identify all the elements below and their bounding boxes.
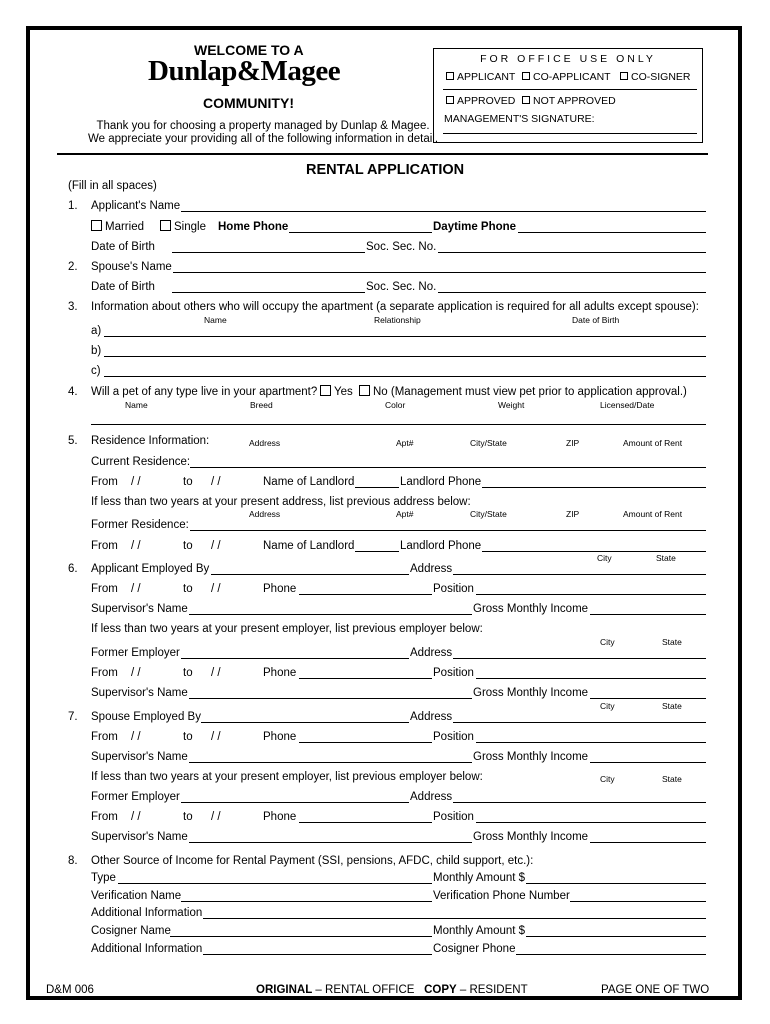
landlord-phone-field[interactable] bbox=[482, 487, 706, 488]
residence-info-label: Residence Information: bbox=[91, 435, 210, 447]
income-field[interactable] bbox=[590, 614, 706, 615]
former-employer-field[interactable] bbox=[181, 658, 409, 659]
spouse-supervisor-field[interactable] bbox=[189, 762, 472, 763]
thanks-line-2: We appreciate your providing all of the following information in detail. bbox=[87, 133, 439, 145]
office-co-signer: CO-SIGNER bbox=[620, 71, 691, 83]
spouse-former-phone-field[interactable] bbox=[299, 822, 432, 823]
header-rule bbox=[57, 153, 708, 155]
position-label: Position bbox=[433, 731, 474, 743]
city-header: City bbox=[597, 553, 612, 563]
spouse-former-income-field[interactable] bbox=[590, 842, 706, 843]
former-employer-phone-field[interactable] bbox=[299, 678, 432, 679]
former-landlord-name-field[interactable] bbox=[355, 551, 399, 552]
phone-label: Phone bbox=[263, 731, 297, 743]
to-label: to bbox=[183, 583, 193, 595]
spouses-name-label: Spouse's Name bbox=[91, 261, 172, 273]
from-date[interactable]: / / bbox=[131, 583, 141, 595]
additional-info-label: Additional Information bbox=[91, 907, 203, 919]
address-label: Address bbox=[410, 711, 453, 723]
from-date[interactable]: / / bbox=[131, 811, 141, 823]
home-phone-label: Home Phone bbox=[218, 221, 289, 233]
office-co-applicant: CO-APPLICANT bbox=[522, 71, 611, 83]
income-label: Gross Monthly Income bbox=[473, 603, 589, 615]
spouse-employer-address-field[interactable] bbox=[453, 722, 706, 723]
to-date[interactable]: / / bbox=[211, 476, 221, 488]
spouses-name-field[interactable] bbox=[173, 272, 706, 273]
city-header: City bbox=[600, 774, 615, 784]
from-label: From bbox=[91, 540, 118, 552]
previous-employer-note: If less than two years at your present employer, list previous employer below: bbox=[91, 623, 483, 635]
column-header: Address bbox=[249, 509, 281, 519]
single-checkbox[interactable] bbox=[160, 220, 171, 231]
current-residence-label: Current Residence: bbox=[91, 456, 191, 468]
column-header: Apt# bbox=[396, 438, 414, 448]
previous-address-note: If less than two years at your present address, list previous address below: bbox=[91, 496, 471, 508]
landlord-name-label: Name of Landlord bbox=[263, 476, 355, 488]
office-approved: APPROVED bbox=[446, 95, 515, 107]
to-label: to bbox=[183, 540, 193, 552]
income-label: Gross Monthly Income bbox=[473, 831, 589, 843]
monthly-amount-label: Monthly Amount $ bbox=[433, 925, 526, 937]
to-date[interactable]: / / bbox=[211, 540, 221, 552]
to-date[interactable]: / / bbox=[211, 583, 221, 595]
community-text: COMMUNITY! bbox=[203, 95, 294, 111]
form-code: D&M 006 bbox=[46, 984, 94, 996]
from-label: From bbox=[91, 731, 118, 743]
cosigner-phone-label: Cosigner Phone bbox=[433, 943, 516, 955]
occupant-c-field[interactable] bbox=[104, 376, 706, 377]
cosigner-additional-info-field[interactable] bbox=[203, 954, 432, 955]
current-residence-field[interactable] bbox=[190, 467, 706, 468]
others-info-label: Information about others who will occupy the apartment (a separate application is required for all adults except spouse): bbox=[91, 301, 699, 313]
state-header: State bbox=[662, 774, 682, 784]
landlord-name-label: Name of Landlord bbox=[263, 540, 355, 552]
column-header: Color bbox=[385, 400, 406, 410]
from-date[interactable]: / / bbox=[131, 476, 141, 488]
to-label: to bbox=[183, 811, 193, 823]
dob-field[interactable] bbox=[172, 252, 365, 253]
section-number: 8. bbox=[68, 855, 78, 867]
income-type-field[interactable] bbox=[118, 883, 432, 884]
occupant-row-label: c) bbox=[91, 365, 101, 377]
office-signature-line[interactable] bbox=[443, 133, 697, 134]
verification-phone-label: Verification Phone Number bbox=[433, 890, 570, 902]
column-header: Name bbox=[125, 400, 148, 410]
spouse-ssn-field[interactable] bbox=[438, 292, 706, 293]
form-title: RENTAL APPLICATION bbox=[306, 162, 465, 178]
office-divider bbox=[443, 89, 697, 90]
to-label: to bbox=[183, 731, 193, 743]
from-label: From bbox=[91, 583, 118, 595]
address-label: Address bbox=[410, 791, 453, 803]
additional-info-field[interactable] bbox=[203, 918, 706, 919]
daytime-phone-label: Daytime Phone bbox=[433, 221, 517, 233]
spouse-former-address-field[interactable] bbox=[453, 802, 706, 803]
home-phone-field[interactable] bbox=[289, 232, 432, 233]
pet-details-field[interactable] bbox=[91, 424, 706, 425]
column-header: Licensed/Date bbox=[600, 400, 655, 410]
page-number: PAGE ONE OF TWO bbox=[601, 984, 710, 996]
office-signature-label: MANAGEMENT'S SIGNATURE: bbox=[444, 113, 595, 125]
position-label: Position bbox=[433, 811, 474, 823]
ssn-field[interactable] bbox=[438, 252, 706, 253]
column-header: Name bbox=[204, 315, 227, 325]
section-number: 6. bbox=[68, 563, 78, 575]
cosigner-phone-field[interactable] bbox=[516, 954, 706, 955]
former-position-field[interactable] bbox=[476, 678, 706, 679]
from-date[interactable]: / / bbox=[131, 667, 141, 679]
former-landlord-phone-field[interactable] bbox=[482, 551, 706, 552]
ssn-label: Soc. Sec. No. bbox=[366, 241, 437, 253]
approved-checkbox[interactable] bbox=[446, 96, 454, 104]
position-label: Position bbox=[433, 583, 474, 595]
section-number: 4. bbox=[68, 386, 78, 398]
footer-distribution: ORIGINAL – RENTAL OFFICE COPY – RESIDENT bbox=[256, 984, 528, 996]
address-label: Address bbox=[410, 647, 453, 659]
column-header: Weight bbox=[498, 400, 525, 410]
spouse-employer-phone-field[interactable] bbox=[299, 742, 432, 743]
position-field[interactable] bbox=[476, 594, 706, 595]
supervisor-field[interactable] bbox=[189, 614, 472, 615]
monthly-amount-field[interactable] bbox=[526, 883, 706, 884]
column-header: Apt# bbox=[396, 509, 414, 519]
column-header: Breed bbox=[250, 400, 273, 410]
previous-employer-note: If less than two years at your present employer, list previous employer below: bbox=[91, 771, 483, 783]
from-date[interactable]: / / bbox=[131, 731, 141, 743]
column-header: Date of Birth bbox=[572, 315, 620, 325]
cosigner-name-label: Cosigner Name bbox=[91, 925, 171, 937]
to-date[interactable]: / / bbox=[211, 811, 221, 823]
brand-logo: Dunlap&Magee bbox=[148, 55, 341, 87]
verification-name-field[interactable] bbox=[181, 901, 432, 902]
occupant-row-label: b) bbox=[91, 345, 102, 357]
spouse-dob-label: Date of Birth bbox=[91, 281, 155, 293]
income-label: Gross Monthly Income bbox=[473, 687, 589, 699]
single-option: Single bbox=[160, 220, 206, 233]
to-label: to bbox=[183, 476, 193, 488]
spouse-position-field[interactable] bbox=[476, 742, 706, 743]
co-applicant-checkbox[interactable] bbox=[522, 72, 530, 80]
thanks-line-1: Thank you for choosing a property managed by Dunlap & Magee. bbox=[96, 120, 430, 132]
phone-label: Phone bbox=[263, 583, 297, 595]
not-approved-checkbox[interactable] bbox=[522, 96, 530, 104]
other-income-label: Other Source of Income for Rental Payment (SSI, pensions, AFDC, child support, etc.): bbox=[91, 855, 534, 867]
from-label: From bbox=[91, 811, 118, 823]
occupant-a-field[interactable] bbox=[104, 336, 706, 337]
supervisor-label: Supervisor's Name bbox=[91, 687, 188, 699]
section-number: 5. bbox=[68, 435, 78, 447]
to-date[interactable]: / / bbox=[211, 667, 221, 679]
column-header: ZIP bbox=[566, 438, 580, 448]
applicant-employer-field[interactable] bbox=[211, 574, 409, 575]
landlord-phone-label: Landlord Phone bbox=[400, 476, 482, 488]
spouse-employer-label: Spouse Employed By bbox=[91, 711, 201, 723]
verification-phone-field[interactable] bbox=[570, 901, 706, 902]
supervisor-label: Supervisor's Name bbox=[91, 831, 188, 843]
additional-info-label: Additional Information bbox=[91, 943, 203, 955]
section-number: 2. bbox=[68, 261, 78, 273]
from-date[interactable]: / / bbox=[131, 540, 141, 552]
landlord-name-field[interactable] bbox=[355, 487, 399, 488]
employer-address-field[interactable] bbox=[453, 574, 706, 575]
position-label: Position bbox=[433, 667, 474, 679]
office-not-approved: NOT APPROVED bbox=[522, 95, 616, 107]
from-label: From bbox=[91, 667, 118, 679]
married-checkbox[interactable] bbox=[91, 220, 102, 231]
applicants-name-field[interactable] bbox=[181, 211, 706, 212]
column-header: Amount of Rent bbox=[623, 438, 683, 448]
spouse-former-position-field[interactable] bbox=[476, 822, 706, 823]
section-number: 3. bbox=[68, 301, 78, 313]
spouse-income-field[interactable] bbox=[590, 762, 706, 763]
column-header: Address bbox=[249, 438, 281, 448]
state-header: State bbox=[662, 701, 682, 711]
former-residence-label: Former Residence: bbox=[91, 519, 189, 531]
state-header: State bbox=[662, 637, 682, 647]
pet-yes-checkbox[interactable] bbox=[320, 385, 331, 396]
daytime-phone-field[interactable] bbox=[518, 232, 706, 233]
office-applicant: APPLICANT bbox=[446, 71, 515, 83]
spouse-former-employer-field[interactable] bbox=[181, 802, 409, 803]
welcome-text: WELCOME TO A bbox=[194, 42, 304, 58]
fill-note: (Fill in all spaces) bbox=[68, 180, 157, 192]
occupant-b-field[interactable] bbox=[104, 356, 706, 357]
applicants-name-label: Applicant's Name bbox=[91, 200, 181, 212]
spouse-ssn-label: Soc. Sec. No. bbox=[366, 281, 437, 293]
married-option: Married bbox=[91, 220, 144, 233]
applicant-employer-label: Applicant Employed By bbox=[91, 563, 210, 575]
employer-phone-field[interactable] bbox=[299, 594, 432, 595]
column-header: Amount of Rent bbox=[623, 509, 683, 519]
column-header: ZIP bbox=[566, 509, 580, 519]
column-header: City/State bbox=[470, 438, 507, 448]
former-employer-label: Former Employer bbox=[91, 791, 180, 803]
city-header: City bbox=[600, 637, 615, 647]
section-number: 7. bbox=[68, 711, 78, 723]
pet-question: Will a pet of any type live in your apartment? bbox=[91, 386, 318, 398]
income-label: Gross Monthly Income bbox=[473, 751, 589, 763]
address-label: Address bbox=[410, 563, 453, 575]
cosigner-name-field[interactable] bbox=[170, 936, 432, 937]
income-type-label: Type bbox=[91, 872, 116, 884]
co-signer-checkbox[interactable] bbox=[620, 72, 628, 80]
column-header: Relationship bbox=[374, 315, 421, 325]
occupant-row-label: a) bbox=[91, 325, 102, 337]
spouse-dob-field[interactable] bbox=[172, 292, 365, 293]
former-supervisor-field[interactable] bbox=[189, 698, 472, 699]
supervisor-label: Supervisor's Name bbox=[91, 751, 188, 763]
supervisor-label: Supervisor's Name bbox=[91, 603, 188, 615]
to-date[interactable]: / / bbox=[211, 731, 221, 743]
landlord-phone-label: Landlord Phone bbox=[400, 540, 482, 552]
former-residence-field[interactable] bbox=[190, 530, 706, 531]
state-header: State bbox=[656, 553, 676, 563]
former-employer-label: Former Employer bbox=[91, 647, 180, 659]
former-income-field[interactable] bbox=[590, 698, 706, 699]
office-use-title: FOR OFFICE USE ONLY bbox=[480, 53, 656, 65]
cosigner-amount-field[interactable] bbox=[526, 936, 706, 937]
section-number: 1. bbox=[68, 200, 78, 212]
spouse-employer-field[interactable] bbox=[201, 722, 409, 723]
spouse-former-supervisor-field[interactable] bbox=[189, 842, 472, 843]
from-label: From bbox=[91, 476, 118, 488]
phone-label: Phone bbox=[263, 811, 297, 823]
verification-name-label: Verification Name bbox=[91, 890, 182, 902]
former-employer-address-field[interactable] bbox=[453, 658, 706, 659]
applicant-checkbox[interactable] bbox=[446, 72, 454, 80]
pet-no-checkbox[interactable] bbox=[359, 385, 370, 396]
to-label: to bbox=[183, 667, 193, 679]
city-header: City bbox=[600, 701, 615, 711]
pet-yes-option: Yes bbox=[320, 385, 353, 398]
pet-no-option: No (Management must view pet prior to application approval.) bbox=[359, 385, 687, 398]
column-header: City/State bbox=[470, 509, 507, 519]
dob-label: Date of Birth bbox=[91, 241, 155, 253]
phone-label: Phone bbox=[263, 667, 297, 679]
monthly-amount-label: Monthly Amount $ bbox=[433, 872, 526, 884]
